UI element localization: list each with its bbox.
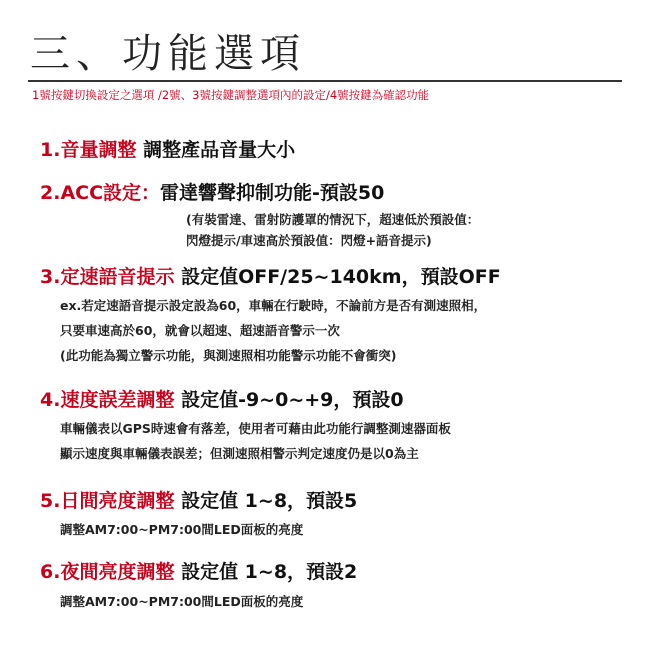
- instructions-text: 1號按鍵切換設定之選項 /2號、3號按鍵調整選項內的設定/4號按鍵為確認功能: [32, 88, 430, 102]
- section-2-label: 2.ACC設定：: [40, 182, 161, 204]
- section-3-note-line-1: ex.若定速語音提示設定設為60，車輛在行駛時，不論前方是否有測速照相，: [60, 298, 487, 313]
- section-6-label: 6.夜間亮度調整: [40, 561, 175, 583]
- section-5-note-line-1: 調整AM7:00~PM7:00間LED面板的亮度: [60, 522, 304, 537]
- section-3-note-line-3: (此功能為獨立警示功能，與測速照相功能警示功能不會衝突): [60, 348, 397, 363]
- section-3-label: 3.定速語音提示: [40, 266, 175, 288]
- section-3-value: 設定值OFF/25~140km，預設OFF: [174, 266, 501, 288]
- section-6-note-line-1: 調整AM7:00~PM7:00間LED面板的亮度: [60, 594, 304, 609]
- section-5-value: 設定值 1~8，預設5: [174, 490, 358, 512]
- section-4-value: 設定值-9~0~+9，預設0: [174, 389, 404, 411]
- section-3-heading: [40, 262, 501, 289]
- section-1-value: 調整產品音量大小: [136, 139, 296, 161]
- section-6-heading: [40, 557, 357, 584]
- section-5-heading: [40, 486, 357, 513]
- section-5-label: 5.日間亮度調整: [40, 490, 175, 512]
- section-2-heading: [40, 178, 384, 205]
- page-title: 三、功能選項: [30, 31, 306, 77]
- title-divider: [28, 80, 622, 82]
- section-4-note-line-1: 車輛儀表以GPS時速會有落差，使用者可藉由此功能行調整測速器面板: [60, 421, 451, 436]
- section-4-heading: [40, 385, 404, 412]
- section-4-label: 4.速度誤差調整: [40, 389, 175, 411]
- section-2-note-line-1: (有裝雷達、雷射防護罩的情況下，超速低於預設值：: [186, 212, 480, 227]
- section-2-value: 雷達響聲抑制功能-預設50: [160, 182, 385, 204]
- section-6-value: 設定值 1~8，預設2: [174, 561, 358, 583]
- section-4-note-line-2: 顯示速度與車輛儀表誤差；但測速照相警示判定速度仍是以0為主: [60, 446, 419, 461]
- section-1-label: 1.音量調整: [40, 139, 137, 161]
- section-3-note-line-2: 只要車速高於60，就會以超速、超速語音警示一次: [60, 323, 340, 338]
- section-2-note-line-2: 閃燈提示/車速高於預設值：閃燈+語音提示): [186, 233, 432, 248]
- section-1-heading: [40, 135, 295, 162]
